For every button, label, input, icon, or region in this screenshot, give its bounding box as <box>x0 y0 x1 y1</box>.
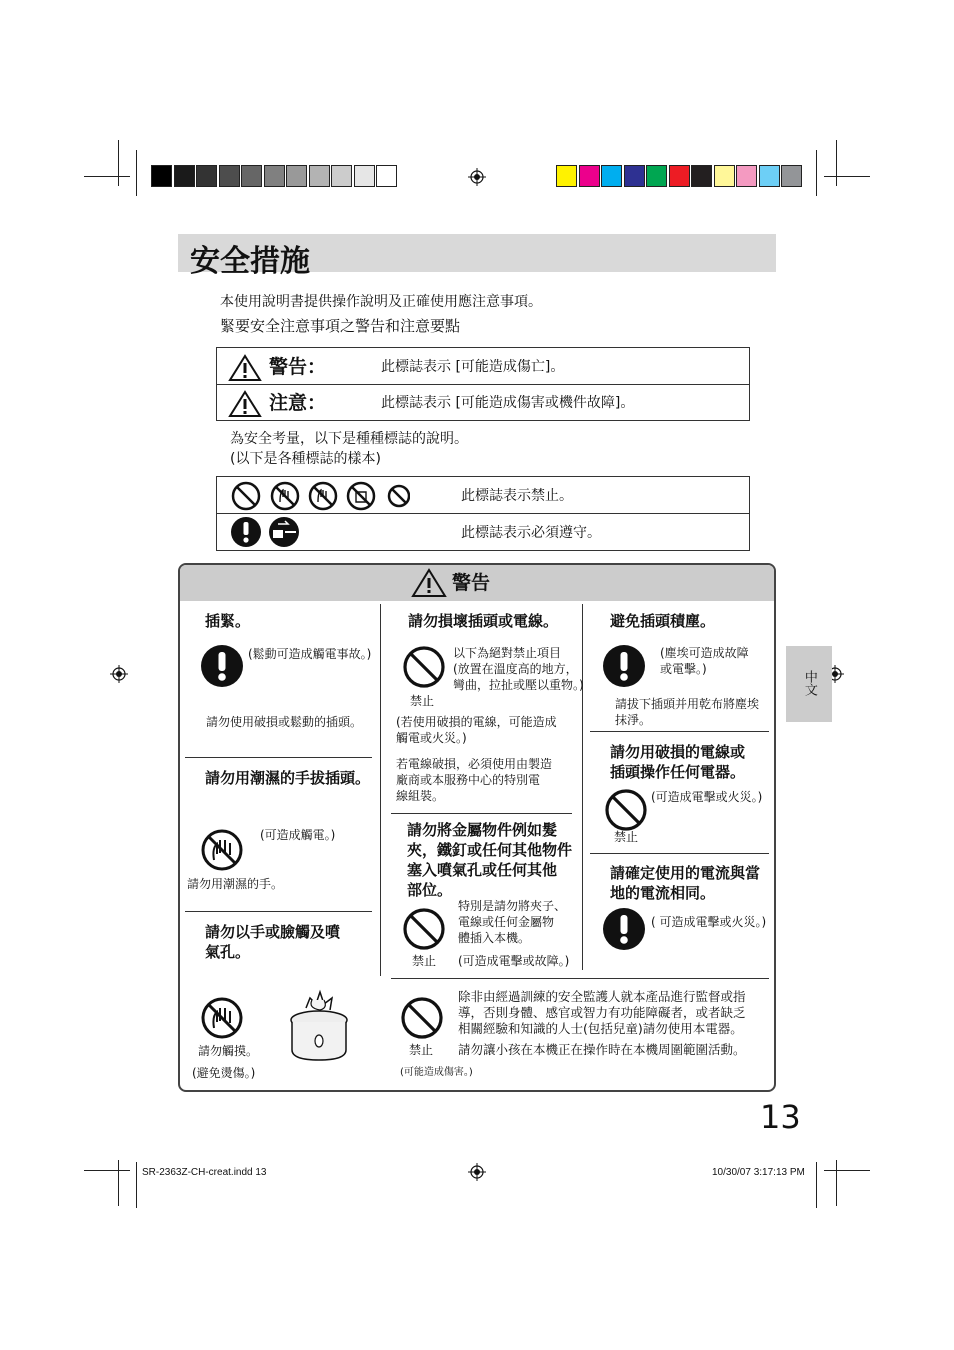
col2-s2-title-line-3: 塞入噴氣孔或任何其他 <box>407 861 558 879</box>
footer-timestamp: 10/30/07 3:17:13 PM <box>712 1167 805 1178</box>
col3-s3-title-line-2: 地的電流相同。 <box>610 884 716 902</box>
registration-mark-icon <box>110 665 128 683</box>
crop-mark <box>136 150 137 196</box>
col2-s2-title-line-4: 部位。 <box>407 881 453 899</box>
crop-mark <box>118 140 119 186</box>
color-swatch <box>579 165 600 187</box>
symbols-intro-line-1: 為安全考量，以下是種種標誌的說明。 <box>230 431 468 447</box>
crop-mark <box>836 1160 837 1206</box>
prohibit-icon <box>604 788 648 832</box>
divider <box>216 384 750 385</box>
color-swatch <box>556 165 577 187</box>
color-swatch <box>669 165 690 187</box>
col1-s3-caption: 請勿觸摸。 <box>198 1044 259 1058</box>
divider <box>216 513 750 514</box>
divider <box>590 853 769 854</box>
gray-swatch <box>219 165 240 187</box>
side-tab-label: 中文 <box>801 670 817 696</box>
col1-s1-note: (鬆動可造成觸電事故。) <box>248 647 372 661</box>
color-swatch <box>646 165 667 187</box>
level-warning-desc: 此標誌表示 [可能造成傷亡]。 <box>381 359 565 375</box>
rice-cooker-steam-icon <box>286 986 352 1062</box>
bottom-prohibit: 禁止 <box>409 1043 434 1057</box>
level-warning-label: 警告： <box>269 356 327 378</box>
col3-s1-title: 避免插頭積塵。 <box>610 612 716 630</box>
crop-mark <box>84 1170 130 1171</box>
registration-mark-icon <box>468 168 486 186</box>
col2-s1-note-line-3: 彎曲，拉扯或壓以重物。) <box>453 678 584 692</box>
col3-s2-title-line-2: 插頭操作任何電器。 <box>610 763 746 781</box>
col3-s2-note: (可造成電擊或火災。) <box>651 790 763 804</box>
column-divider <box>582 604 583 970</box>
page-title: 安全措施 <box>190 244 310 279</box>
col1-s2-caption: 請勿用潮濕的手。 <box>187 877 284 891</box>
color-swatch <box>601 165 622 187</box>
mandatory-icon <box>200 644 244 688</box>
col2-s1-extra-line-3: 若電線破損，必須使用由製造 <box>396 757 553 771</box>
col1-s2-note: (可造成觸電。) <box>260 828 336 842</box>
col1-s1-title: 插緊。 <box>205 612 251 630</box>
registration-mark-icon <box>468 1163 486 1181</box>
page-number: 13 <box>760 1098 801 1136</box>
prohibit-icon <box>402 907 446 951</box>
intro-line-1: 本使用說明書提供操作說明及正確使用應注意事項。 <box>220 294 542 310</box>
col2-s1-extra-line-1: (若使用破損的電線，可能造成 <box>396 715 557 729</box>
warning-panel-title: 警告 <box>452 572 491 594</box>
col2-s2-note-line-2: 電線或任何金屬物 <box>458 915 555 929</box>
divider <box>391 813 572 814</box>
col2-s2-note-line-1: 特別是請勿將夾子、 <box>458 899 567 913</box>
warning-triangle-icon <box>228 354 262 382</box>
mandatory-icon <box>602 907 646 951</box>
language-side-tab <box>786 646 832 722</box>
col2-s2-prohibit: 禁止 <box>412 954 437 968</box>
col2-s2-title-line-2: 夾，鐵釘或任何其他物件 <box>407 841 573 859</box>
gray-swatch <box>174 165 195 187</box>
gray-swatch <box>241 165 262 187</box>
crop-mark <box>136 1162 137 1208</box>
col3-s1-note-line-2: 或電擊。) <box>660 662 707 676</box>
mandatory-symbols-icon <box>230 516 302 548</box>
col2-s1-extra-line-2: 觸電或火災。) <box>396 731 467 745</box>
crop-mark <box>836 140 837 186</box>
col2-s1-note-line-1: 以下為絕對禁止項目 <box>453 646 562 660</box>
divider <box>185 911 372 912</box>
col3-s1-caption-line-1: 請拔下插頭并用乾布將塵埃 <box>615 697 760 711</box>
bottom-line-2: 導，否則身體、感官或智力有功能障礙者，或者缺乏 <box>458 1005 746 1020</box>
col2-s1-note-line-2: (放置在溫度高的地方， <box>453 662 578 676</box>
gray-swatch <box>376 165 397 187</box>
warning-triangle-icon <box>411 568 447 598</box>
gray-swatch <box>196 165 217 187</box>
caution-triangle-icon <box>228 390 262 418</box>
col3-s3-title-line-1: 請確定使用的電流與當 <box>610 864 761 882</box>
mandatory-icon <box>602 644 646 688</box>
crop-mark <box>816 1162 817 1208</box>
no-touch-icon <box>200 996 244 1040</box>
col2-s1-prohibit: 禁止 <box>410 694 435 708</box>
intro-line-2: 緊要安全注意事項之警告和注意要點 <box>220 317 461 335</box>
gray-swatch <box>309 165 330 187</box>
no-wet-hands-icon <box>200 828 244 872</box>
divider <box>185 757 372 758</box>
gray-swatch <box>264 165 285 187</box>
title-bar <box>178 234 776 279</box>
prohibit-icon <box>400 996 444 1040</box>
col2-s2-title-line-1: 請勿將金屬物件例如髮 <box>407 821 558 839</box>
color-swatch <box>781 165 802 187</box>
divider <box>590 731 769 732</box>
divider <box>391 978 769 979</box>
color-swatch <box>736 165 757 187</box>
col3-s1-caption-line-2: 抹淨。 <box>615 713 652 727</box>
crop-mark <box>824 1170 870 1171</box>
crop-mark <box>816 150 817 196</box>
level-caution-desc: 此標誌表示 [可能造成傷害或機件故障]。 <box>381 395 635 411</box>
col3-s1-note-line-1: (塵埃可造成故障 <box>660 646 749 660</box>
col1-s3-note: (避免燙傷。) <box>192 1066 256 1080</box>
color-swatch <box>714 165 735 187</box>
col1-s2-title: 請勿用潮濕的手拔插頭。 <box>205 769 371 787</box>
color-swatch <box>759 165 780 187</box>
col2-s1-title: 請勿損壞插頭或電線。 <box>408 612 559 630</box>
col2-s2-note-line-3: 體插入本機。 <box>458 931 531 945</box>
bottom-line-4: 請勿讓小孩在本機正在操作時在本機周圍範圍活動。 <box>458 1042 746 1057</box>
crop-mark <box>824 176 870 177</box>
col1-s3-title-line-2: 氣孔。 <box>205 943 251 961</box>
footer-file: SR-2363Z-CH-creat.indd 13 <box>142 1167 267 1178</box>
gray-swatch <box>354 165 375 187</box>
column-divider <box>380 604 381 976</box>
symbol-mandatory-desc: 此標誌表示必須遵守。 <box>461 525 601 541</box>
col3-s2-title-line-1: 請勿用破損的電線或 <box>610 743 746 761</box>
symbols-intro-line-2: (以下是各種標誌的樣本) <box>230 451 381 467</box>
col2-s1-extra-line-5: 線組裝。 <box>396 789 445 803</box>
symbol-prohibit-desc: 此標誌表示禁止。 <box>461 488 573 504</box>
gray-swatch <box>331 165 352 187</box>
col2-s2-note-2: (可造成電擊或故障。) <box>458 954 570 968</box>
bottom-note: (可能造成傷害。) <box>400 1067 473 1078</box>
col1-s1-caption: 請勿使用破損或鬆動的插頭。 <box>206 715 363 729</box>
col3-s3-note: ( 可造成電擊或火災。) <box>651 915 767 929</box>
gray-swatch <box>151 165 172 187</box>
bottom-line-3: 相關經驗和知識的人士(包括兒童)請勿使用本電器。 <box>458 1021 743 1036</box>
col3-s2-prohibit: 禁止 <box>614 830 639 844</box>
prohibit-icon <box>402 645 446 689</box>
crop-mark <box>118 1160 119 1206</box>
level-caution-label: 注意： <box>269 392 327 414</box>
gray-swatch <box>286 165 307 187</box>
prohibition-symbols-icon <box>230 480 410 512</box>
bottom-line-1: 除非由經過訓練的安全監護人就本產品進行監督或指 <box>458 989 746 1004</box>
color-swatch <box>691 165 712 187</box>
crop-mark <box>84 176 130 177</box>
col2-s1-extra-line-4: 廠商或本服務中心的特別電 <box>396 773 541 787</box>
col1-s3-title-line-1: 請勿以手或臉觸及噴 <box>205 923 341 941</box>
color-swatch <box>624 165 645 187</box>
